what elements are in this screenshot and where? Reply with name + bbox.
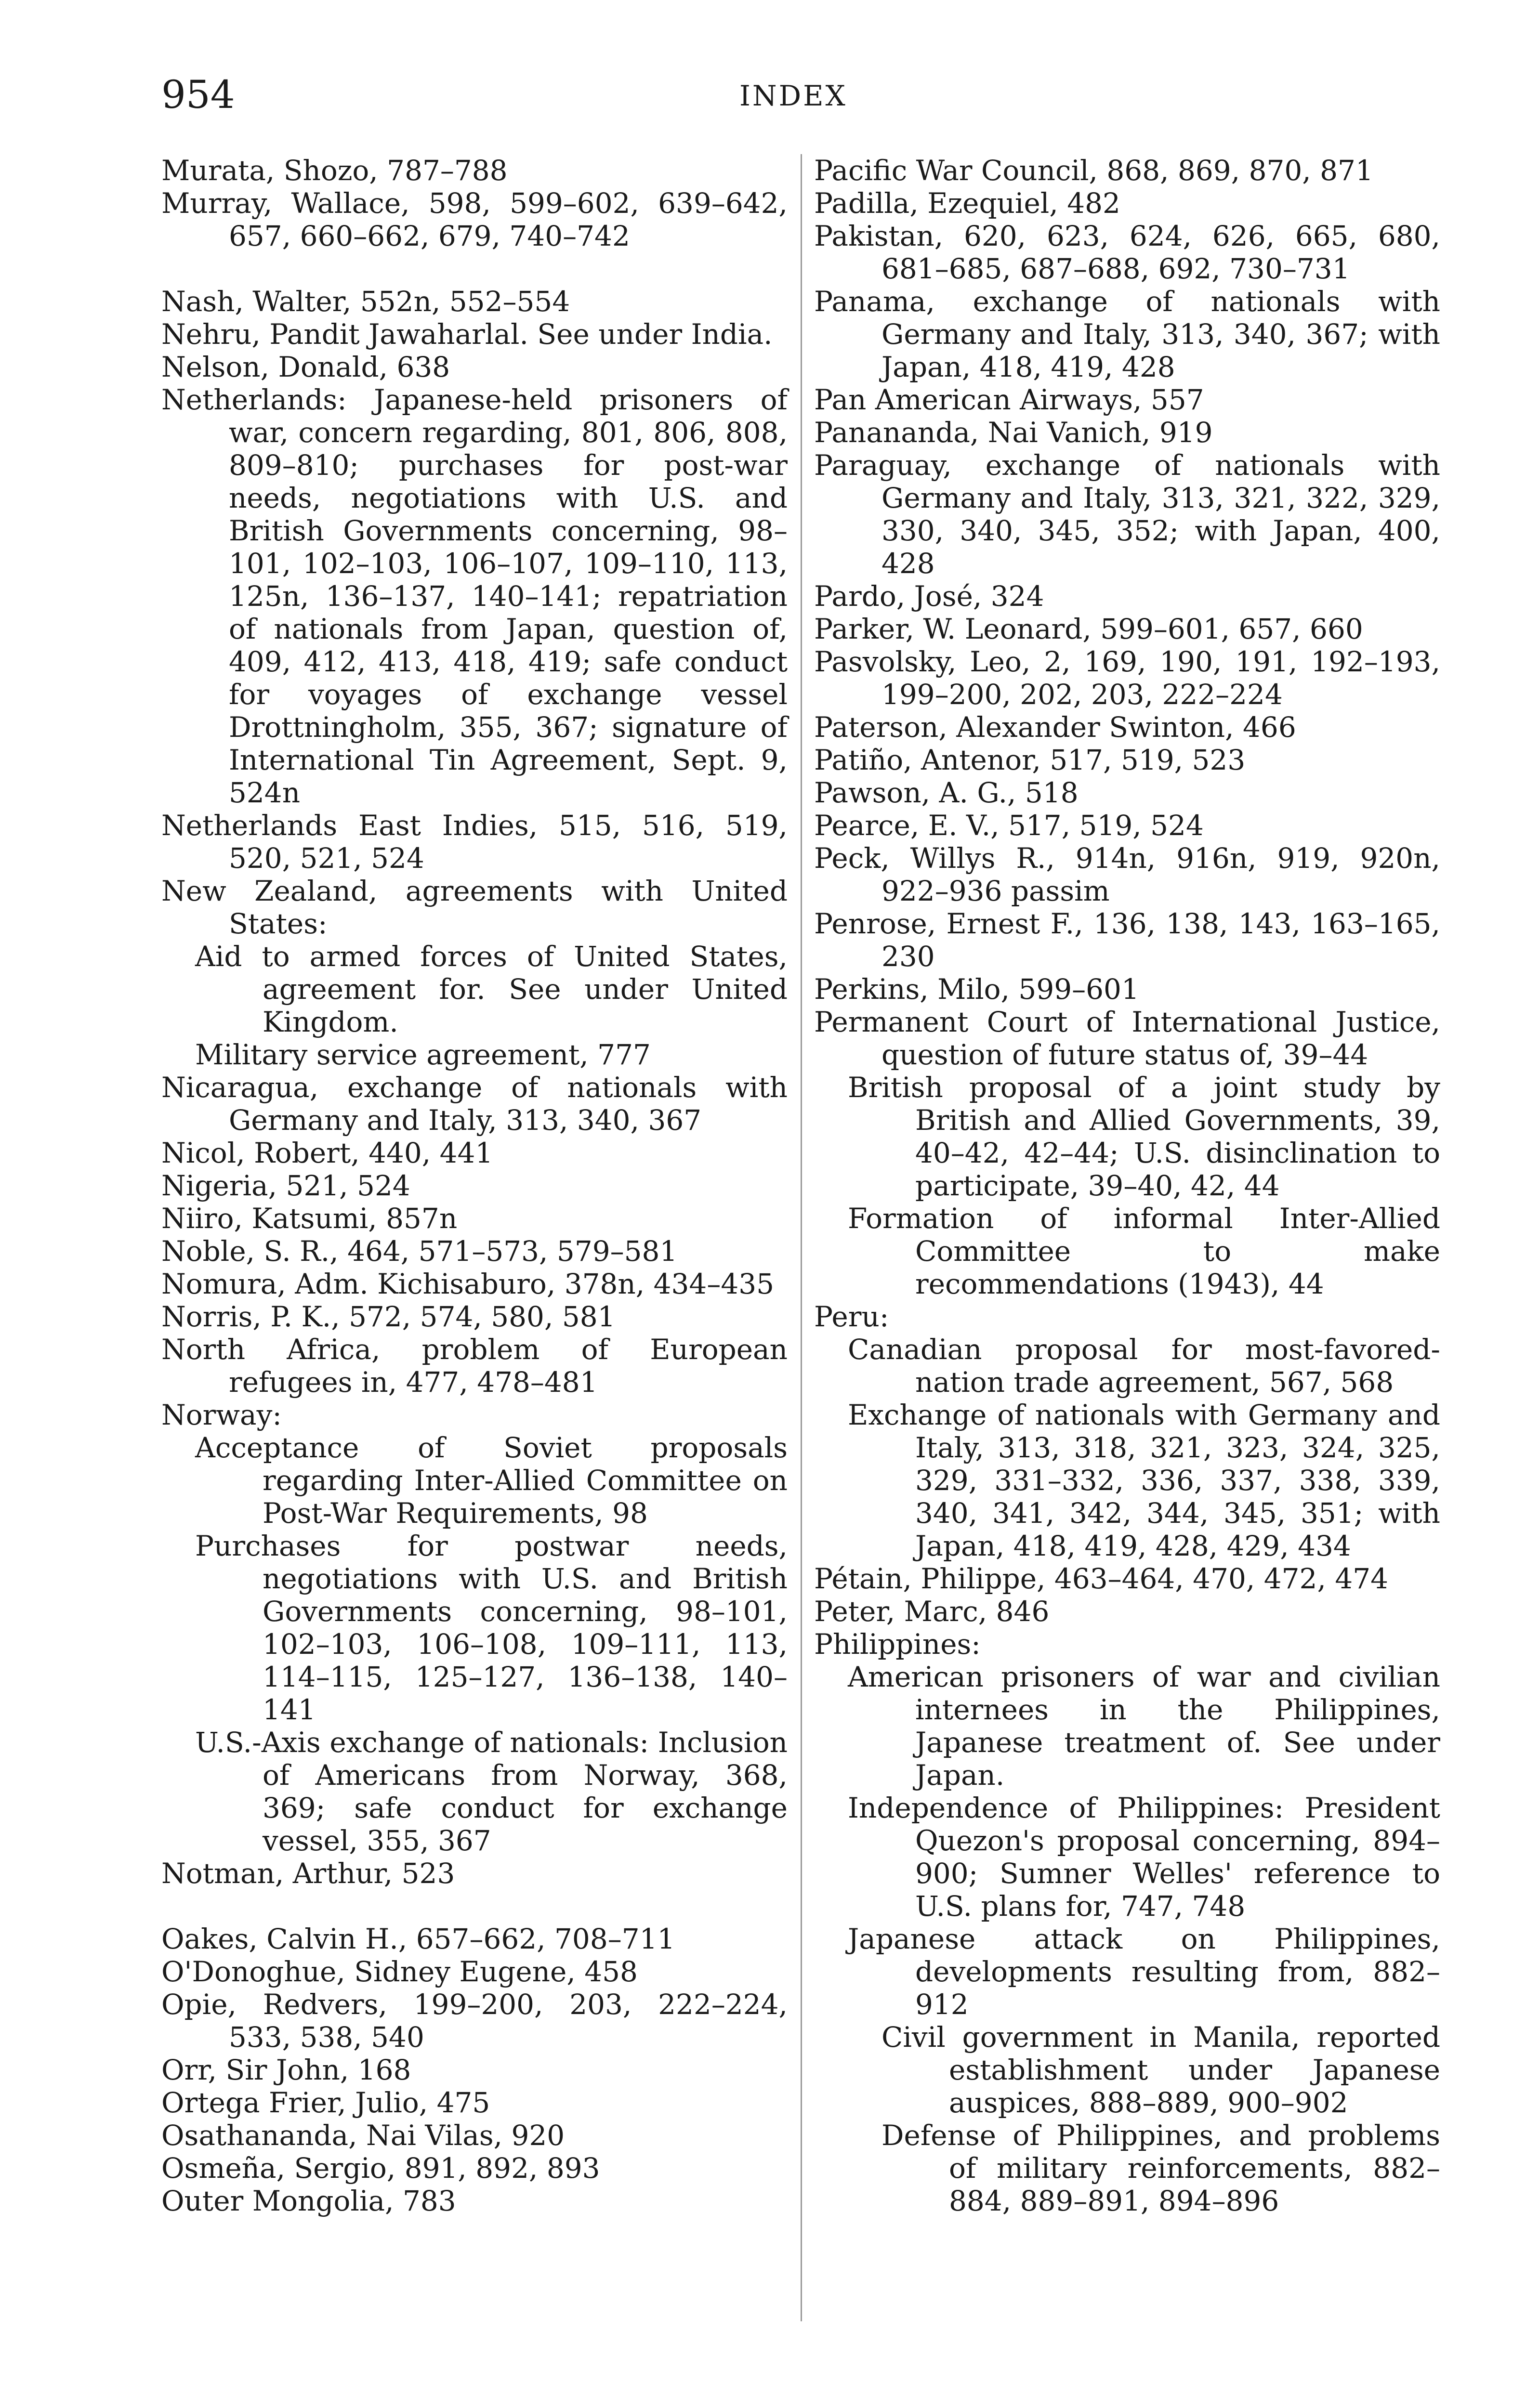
index-subentry: Independence of Philippines: President Quezon's proposal concerning, 894–900; Sumner Welles' reference to U.S. plans for, 747, 748 (848, 1792, 1440, 1923)
index-entry: Nomura, Adm. Kichisaburo, 378n, 434–435 (161, 1268, 775, 1300)
page-number: 954 (161, 72, 235, 117)
index-entry: Notman, Arthur, 523 (161, 1857, 455, 1890)
index-entry: Penrose, Ernest F., 136, 138, 143, 163–165, 230 (814, 907, 1440, 973)
index-entry: North Africa, problem of European refugees in, 477, 478–481 (161, 1333, 788, 1399)
index-entry: Patiño, Antenor, 517, 519, 523 (814, 744, 1246, 776)
index-entry: Pacific War Council, 868, 869, 870, 871 (814, 154, 1373, 187)
index-entry: Murata, Shozo, 787–788 (161, 154, 508, 187)
index-entry: Permanent Court of International Justice, question of future status of, 39–44 (814, 1006, 1440, 1071)
index-entry: Pardo, José, 324 (814, 580, 1044, 613)
index-entry: Nash, Walter, 552n, 552–554 (161, 285, 570, 318)
index-entry: Paterson, Alexander Swinton, 466 (814, 711, 1296, 744)
index-subentry: British proposal of a joint study by British and Allied Governments, 39, 40–42, 42–44; U.S. disinclination to participate, 39–40, 42, 44 (848, 1071, 1440, 1202)
index-entry: Pétain, Philippe, 463–464, 470, 472, 474 (814, 1562, 1389, 1595)
index-entry: Nicaragua, exchange of nationals with Germany and Italy, 313, 340, 367 (161, 1071, 788, 1137)
index-subentry: Defense of Philippines, and problems of military reinforcements, 882–884, 889–891, 894–896 (881, 2119, 1440, 2217)
index-entry: Philippines: (814, 1628, 981, 1661)
index-entry: Outer Mongolia, 783 (161, 2185, 456, 2217)
index-entry: Nicol, Robert, 440, 441 (161, 1137, 493, 1169)
index-entry: Nehru, Pandit Jawaharlal. See under India. (161, 318, 773, 351)
index-entry: Pakistan, 620, 623, 624, 626, 665, 680, 681–685, 687–688, 692, 730–731 (814, 220, 1440, 285)
column-divider (801, 154, 802, 2321)
index-subentry: Purchases for postwar needs, negotiations with U.S. and British Governments concerning, 98–101, 102–103, 106–108, 109–111, 113, 114–115, 125–127, 136–138, 140–141 (195, 1530, 788, 1726)
index-entry: Padilla, Ezequiel, 482 (814, 187, 1120, 220)
index-entry: Nelson, Donald, 638 (161, 351, 450, 383)
index-entry: New Zealand, agreements with United States: (161, 875, 788, 940)
index-subentry: U.S.-Axis exchange of nationals: Inclusion of Americans from Norway, 368, 369; safe conduct for exchange vessel, 355, 367 (195, 1726, 788, 1857)
running-head: INDEX (739, 79, 847, 112)
index-entry: Orr, Sir John, 168 (161, 2054, 411, 2086)
index-entry: Parker, W. Leonard, 599–601, 657, 660 (814, 613, 1363, 645)
index-entry: Pearce, E. V., 517, 519, 524 (814, 809, 1204, 842)
index-subentry: Canadian proposal for most-favored-nation trade agreement, 567, 568 (848, 1333, 1440, 1399)
index-entry: Peck, Willys R., 914n, 916n, 919, 920n, 922–936 passim (814, 842, 1440, 907)
index-entry: Ortega Frier, Julio, 475 (161, 2086, 490, 2119)
index-entry: Peru: (814, 1300, 889, 1333)
index-entry: Pan American Airways, 557 (814, 383, 1204, 416)
index-entry: Oakes, Calvin H., 657–662, 708–711 (161, 1923, 675, 1955)
index-entry: Pawson, A. G., 518 (814, 776, 1079, 809)
index-entry: Osmeña, Sergio, 891, 892, 893 (161, 2152, 600, 2185)
index-entry: Opie, Redvers, 199–200, 203, 222–224, 533, 538, 540 (161, 1988, 788, 2054)
index-entry: Panama, exchange of nationals with Germany and Italy, 313, 340, 367; with Japan, 418, 419, 428 (814, 285, 1440, 383)
index-entry: Paraguay, exchange of nationals with Germany and Italy, 313, 321, 322, 329, 330, 340, 345, 352; with Japan, 400, 428 (814, 449, 1440, 580)
index-entry: Norway: (161, 1399, 282, 1431)
index-entry: Noble, S. R., 464, 571–573, 579–581 (161, 1235, 678, 1268)
index-entry: Norris, P. K., 572, 574, 580, 581 (161, 1300, 616, 1333)
index-entry: O'Donoghue, Sidney Eugene, 458 (161, 1955, 638, 1988)
index-entry: Peter, Marc, 846 (814, 1595, 1050, 1628)
index-subentry: Japanese attack on Philippines, developments resulting from, 882–912 (848, 1923, 1440, 2021)
index-subentry: American prisoners of war and civilian internees in the Philippines, Japanese treatment of. See under Japan. (848, 1661, 1440, 1792)
index-subentry: Military service agreement, 777 (195, 1038, 651, 1071)
right-index-column (814, 154, 1440, 2217)
index-entry: Osathananda, Nai Vilas, 920 (161, 2119, 565, 2152)
index-entry: Murray, Wallace, 598, 599–602, 639–642, 657, 660–662, 679, 740–742 (161, 187, 788, 252)
index-subentry: Exchange of nationals with Germany and Italy, 313, 318, 321, 323, 324, 325, 329, 331–332, 336, 337, 338, 339, 340, 341, 342, 344, 345, 351; with Japan, 418, 419, 428, 429, 434 (848, 1399, 1440, 1562)
index-subentry: Formation of informal Inter-Allied Committee to make recommendations (1943), 44 (848, 1202, 1440, 1300)
index-entry: Pasvolsky, Leo, 2, 169, 190, 191, 192–193, 199–200, 202, 203, 222–224 (814, 645, 1440, 711)
left-index-column (161, 154, 788, 2217)
index-subentry: Acceptance of Soviet proposals regarding Inter-Allied Committee on Post-War Requirements, 98 (195, 1431, 788, 1530)
index-entry: Niiro, Katsumi, 857n (161, 1202, 458, 1235)
index-entry: Netherlands East Indies, 515, 516, 519, 520, 521, 524 (161, 809, 788, 875)
index-entry: Nigeria, 521, 524 (161, 1169, 410, 1202)
index-subentry: Aid to armed forces of United States, agreement for. See under United Kingdom. (195, 940, 788, 1038)
index-entry: Panananda, Nai Vanich, 919 (814, 416, 1213, 449)
index-entry: Perkins, Milo, 599–601 (814, 973, 1139, 1006)
index-entry: Netherlands: Japanese-held prisoners of war, concern regarding, 801, 806, 808, 809–810; purchases for post-war needs, negotiations with U.S. and British Governments concerning, 98–101, 102–103, 106–107, 109–110, 113, 125n, 136–137, 140–141; repatriation of nationals from Japan, question of, 409, 412, 413, 418, 419; safe conduct for voyages of exchange vessel Drottningholm, 355, 367; signature of International Tin Agreement, Sept. 9, 524n (161, 383, 788, 809)
index-subentry: Civil government in Manila, reported establishment under Japanese auspices, 888–889, 900–902 (881, 2021, 1440, 2119)
